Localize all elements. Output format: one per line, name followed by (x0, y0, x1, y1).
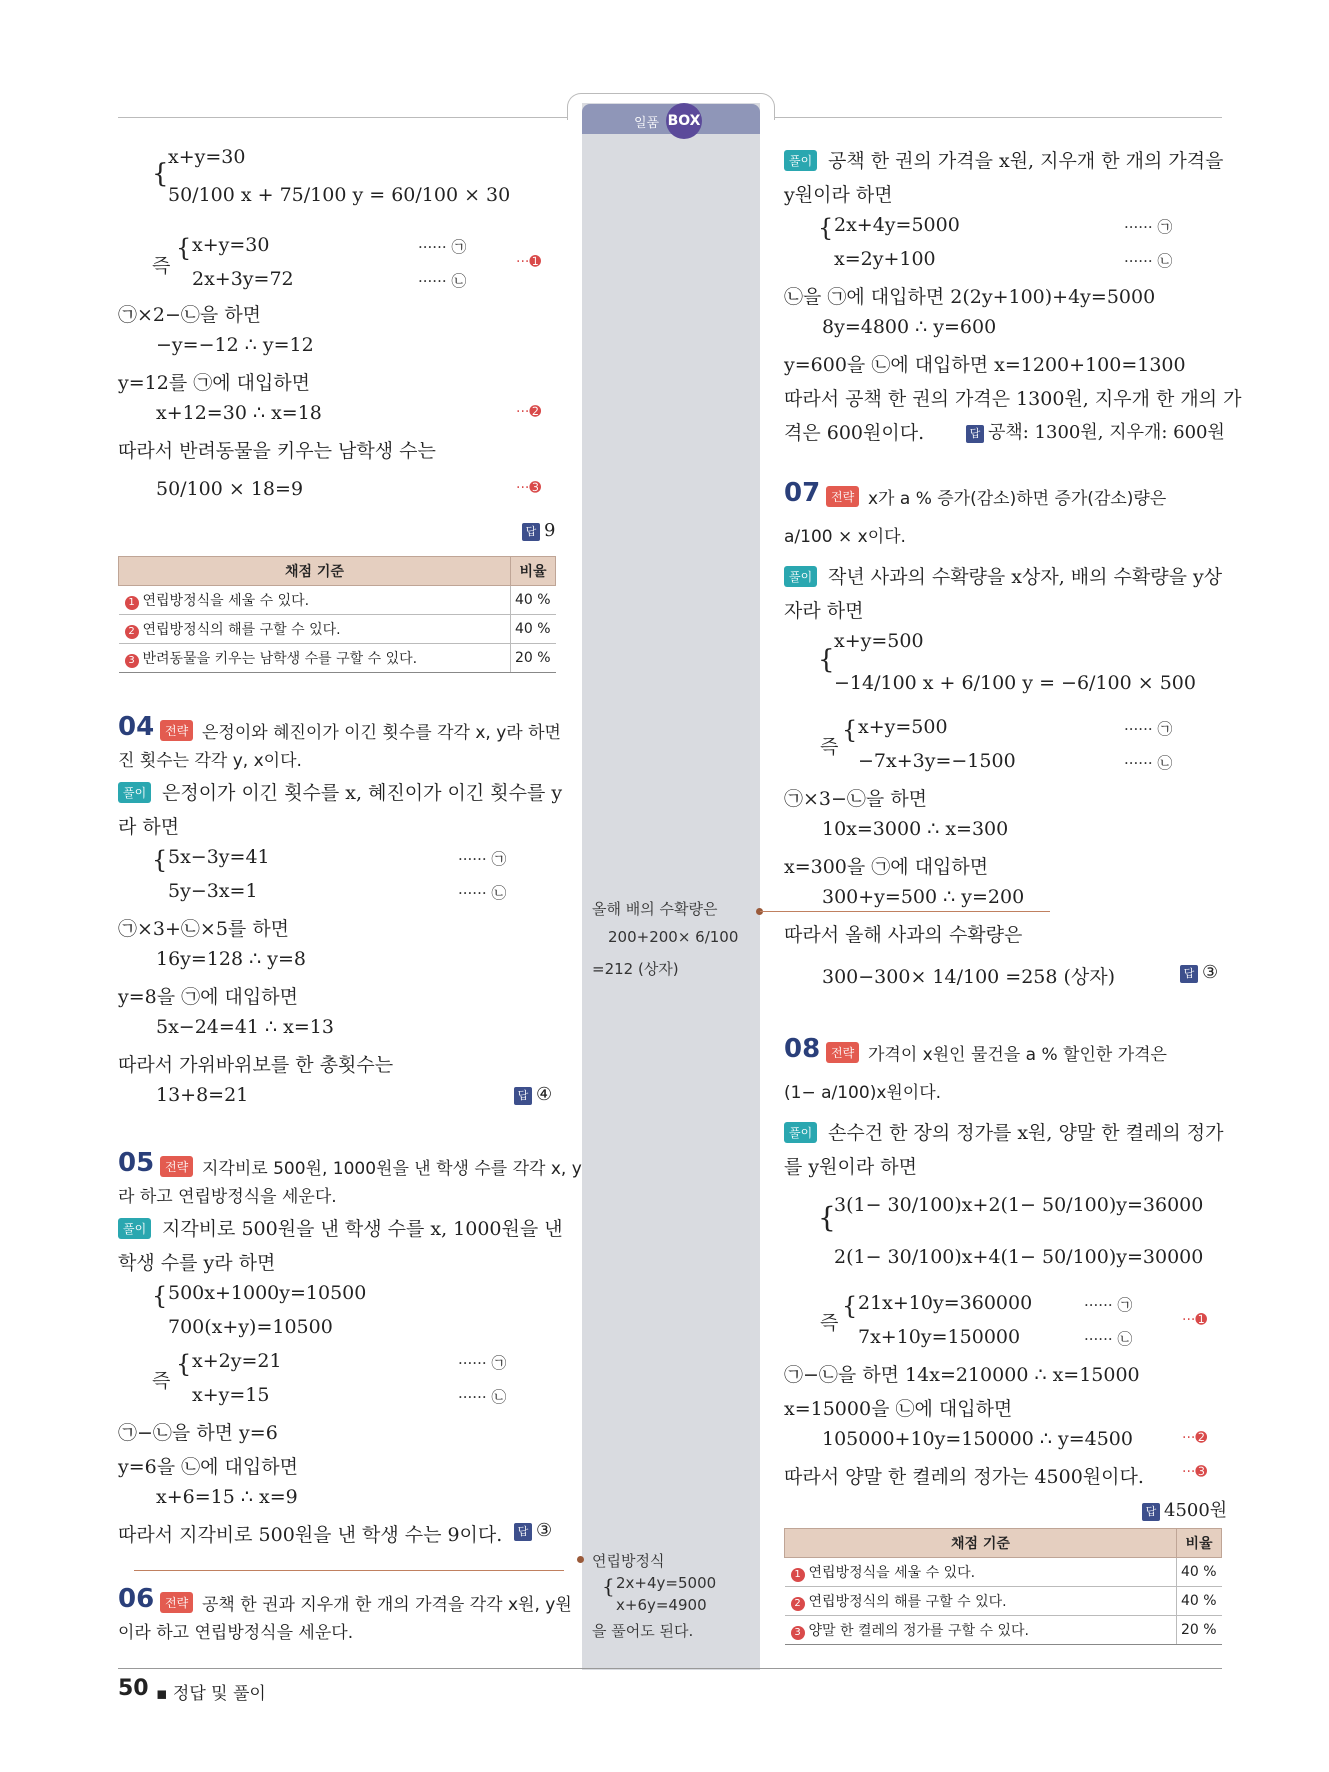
equation: 2x+3y=72 (192, 268, 294, 290)
strategy-text: 가격이 x원인 물건을 a % 할인한 가격은 (868, 1045, 1167, 1065)
mark: ······ ㉡ (458, 1388, 507, 1406)
solution-badge: 풀이 (118, 782, 151, 803)
strategy-text: 은정이와 혜진이가 이긴 횟수를 각각 x, y라 하면 (202, 723, 561, 743)
equation: 50/100 x + 75/100 y = 60/100 × 30 (168, 184, 511, 206)
text: 따라서 공책 한 권의 가격은 1300원, 지우개 한 개의 가 (784, 388, 1242, 410)
mark: ······ ㉡ (1124, 252, 1173, 270)
side-note: 올해 배의 수확량은 (592, 900, 718, 918)
text: y=8을 ㉠에 대입하면 (118, 986, 298, 1008)
mark: ······ ㉡ (458, 884, 507, 902)
equation: 7x+10y=150000 (858, 1326, 1021, 1348)
step-marker: ···➋ (516, 404, 542, 420)
answer: 답 ③ (514, 1520, 552, 1541)
equation: x+2y=21 (192, 1350, 282, 1372)
text: y=600을 ㉡에 대입하면 x=1200+100=1300 (784, 354, 1186, 376)
side-note: 2x+4y=5000 (616, 1574, 717, 1592)
equation: 16y=128 ∴ y=8 (156, 948, 307, 970)
text: ㉠−㉡을 하면 y=6 (118, 1422, 278, 1444)
mark: ······ ㉠ (418, 238, 467, 256)
answer: 답 공책: 1300원, 지우개: 600원 (966, 418, 1225, 444)
equation: x+y=500 (858, 716, 948, 738)
tab-label: 일품 (634, 116, 660, 131)
equation: −y=−12 ∴ y=12 (156, 334, 314, 356)
strategy-text: 공책 한 권과 지우개 한 개의 가격을 각각 x원, y원 (202, 1595, 572, 1615)
mark: ······ ㉡ (418, 272, 467, 290)
equation: 105000+10y=150000 ∴ y=4500 (822, 1428, 1133, 1450)
text: 작년 사과의 수확량을 x상자, 배의 수확량을 y상 (828, 566, 1223, 588)
step-marker: ···➊ (516, 254, 542, 270)
answer: 답 ④ (514, 1084, 552, 1105)
answer: 답 ③ (1180, 962, 1218, 983)
text: 라 하면 (118, 816, 180, 838)
footer-title: ▪ 정답 및 풀이 (156, 1684, 266, 1704)
solution-badge: 풀이 (118, 1218, 151, 1239)
mark: ······ ㉠ (458, 850, 507, 868)
equation: 3(1− 30/100)x+2(1− 50/100)y=36000 (834, 1194, 1204, 1216)
strategy-text: a/100 × x이다. (784, 527, 906, 547)
equation: 5x−24=41 ∴ x=13 (156, 1016, 334, 1038)
solution-badge: 풀이 (784, 566, 817, 587)
page-number: 50 (118, 1676, 149, 1701)
text: 를 y원이라 하면 (784, 1156, 917, 1178)
equation: 13+8=21 (156, 1084, 249, 1106)
text: 학생 수를 y라 하면 (118, 1252, 276, 1274)
mark: ······ ㉡ (1124, 754, 1173, 772)
strategy-badge: 전략 (826, 486, 859, 507)
strategy-text: 지각비로 500원, 1000원을 낸 학생 수를 각각 x, y (202, 1159, 582, 1179)
equation: 2x+4y=5000 (834, 214, 960, 236)
text: 공책 한 권의 가격을 x원, 지우개 한 개의 가격을 (828, 150, 1224, 172)
side-note: =212 (상자) (592, 960, 679, 978)
equation: x+y=15 (192, 1384, 270, 1406)
step-marker: ···➋ (1182, 1430, 1208, 1446)
text: ㉠×3+㉡×5를 하면 (118, 918, 290, 940)
text: ㉡을 ㉠에 대입하면 2(2y+100)+4y=5000 (784, 286, 1156, 308)
answer: 답 9 (522, 520, 555, 541)
solution-badge: 풀이 (784, 150, 817, 171)
text: ㉠×3−㉡을 하면 (784, 788, 928, 810)
equation: x+y=30 (192, 234, 270, 256)
text: 따라서 지각비로 500원을 낸 학생 수는 9이다. (118, 1524, 503, 1546)
text: ㉠×2−㉡을 하면 (118, 304, 262, 326)
mark: ······ ㉡ (1084, 1330, 1133, 1348)
text: x=15000을 ㉡에 대입하면 (784, 1398, 1013, 1420)
equation: −7x+3y=−1500 (858, 750, 1016, 772)
equation: 2(1− 30/100)x+4(1− 50/100)y=30000 (834, 1246, 1204, 1268)
equation: 21x+10y=360000 (858, 1292, 1033, 1314)
equation: 300+y=500 ∴ y=200 (822, 886, 1025, 908)
equation: x+y=500 (834, 630, 924, 652)
strategy-text: 이라 하고 연립방정식을 세운다. (118, 1623, 354, 1643)
text: 따라서 양말 한 켤레의 정가는 4500원이다. (784, 1466, 1144, 1488)
equation: 5y−3x=1 (168, 880, 258, 902)
strategy-text: x가 a % 증가(감소)하면 증가(감소)량은 (868, 489, 1167, 509)
equation: 50/100 × 18=9 (156, 478, 304, 500)
step-marker: ···➊ (1182, 1312, 1208, 1328)
scoring-table-2: 채점 기준 비율 1 연립방정식을 세울 수 있다. 40 % 2 연립방정식의 해를 구할 수 있다. 40 % 3 양말 한 켤레의 정가를 구할 수 있다. 20 % (784, 1528, 1222, 1645)
mark: ······ ㉠ (1084, 1296, 1133, 1314)
strategy-badge: 전략 (160, 720, 193, 741)
text: 즉 (820, 736, 839, 758)
side-note: 200+200× 6/100 (608, 928, 739, 946)
text: 자라 하면 (784, 600, 864, 622)
side-note: x+6y=4900 (616, 1596, 707, 1614)
text: y원이라 하면 (784, 184, 893, 206)
equation: −14/100 x + 6/100 y = −6/100 × 500 (834, 672, 1196, 694)
problem-number: 07 (784, 478, 821, 508)
mark: ······ ㉠ (458, 1354, 507, 1372)
equation: 300−300× 14/100 =258 (상자) (822, 966, 1116, 988)
step-marker: ···➌ (516, 480, 542, 496)
text: 즉 (152, 1370, 171, 1392)
equation: 700(x+y)=10500 (168, 1316, 333, 1338)
scoring-table-1: 채점 기준 비율 1 연립방정식을 세울 수 있다. 40 % 2 연립방정식의 해를 구할 수 있다. 40 % 3 반려동물을 키우는 남학생 수를 구할 수 있다. 20 % (118, 556, 556, 673)
side-note: 연립방정식 (592, 1552, 665, 1570)
step-marker: ···➌ (1182, 1464, 1208, 1480)
answer: 답 4500원 (1142, 1496, 1227, 1522)
solution-badge: 풀이 (784, 1122, 817, 1143)
equation: 10x=3000 ∴ x=300 (822, 818, 1009, 840)
text: 즉 (152, 255, 171, 277)
text: 따라서 올해 사과의 수확량은 (784, 924, 1023, 946)
problem-number: 04 (118, 712, 155, 742)
strategy-text: 라 하고 연립방정식을 세운다. (118, 1187, 337, 1207)
answer-icon: 답 (522, 523, 540, 541)
equation: 5x−3y=41 (168, 846, 270, 868)
equation: x+6=15 ∴ x=9 (156, 1486, 298, 1508)
text: 격은 600원이다. (784, 422, 925, 444)
equation: x=2y+100 (834, 248, 936, 270)
equation: 500x+1000y=10500 (168, 1282, 367, 1304)
box-badge: BOX (666, 103, 702, 139)
strategy-text: (1− a/100)x원이다. (784, 1083, 942, 1103)
problem-number: 08 (784, 1034, 821, 1064)
text: ㉠−㉡을 하면 14x=210000 ∴ x=15000 (784, 1364, 1140, 1386)
mark: ······ ㉠ (1124, 720, 1173, 738)
mark: ······ ㉠ (1124, 218, 1173, 236)
text: 은정이가 이긴 횟수를 x, 혜진이가 이긴 횟수를 y (162, 782, 563, 804)
equation: 8y=4800 ∴ y=600 (822, 316, 997, 338)
strategy-badge: 전략 (826, 1042, 859, 1063)
strategy-badge: 전략 (160, 1156, 193, 1177)
side-note: 을 풀어도 된다. (592, 1622, 694, 1640)
text: 즉 (820, 1312, 839, 1334)
strategy-badge: 전략 (160, 1592, 193, 1613)
text: y=6을 ㉡에 대입하면 (118, 1456, 298, 1478)
problem-number: 06 (118, 1584, 155, 1614)
text: x=300을 ㉠에 대입하면 (784, 856, 989, 878)
problem-number: 05 (118, 1148, 155, 1178)
text: y=12를 ㉠에 대입하면 (118, 372, 311, 394)
text: 따라서 가위바위보를 한 총횟수는 (118, 1054, 394, 1076)
equation: x+y=30 (168, 146, 246, 168)
strategy-text: 진 횟수는 각각 y, x이다. (118, 751, 302, 771)
middle-column (582, 103, 760, 1670)
text: 지각비로 500원을 낸 학생 수를 x, 1000원을 낸 (162, 1218, 563, 1240)
text: 따라서 반려동물을 키우는 남학생 수는 (118, 440, 436, 462)
text: 손수건 한 장의 정가를 x원, 양말 한 켤레의 정가 (828, 1122, 1224, 1144)
equation: x+12=30 ∴ x=18 (156, 402, 322, 424)
